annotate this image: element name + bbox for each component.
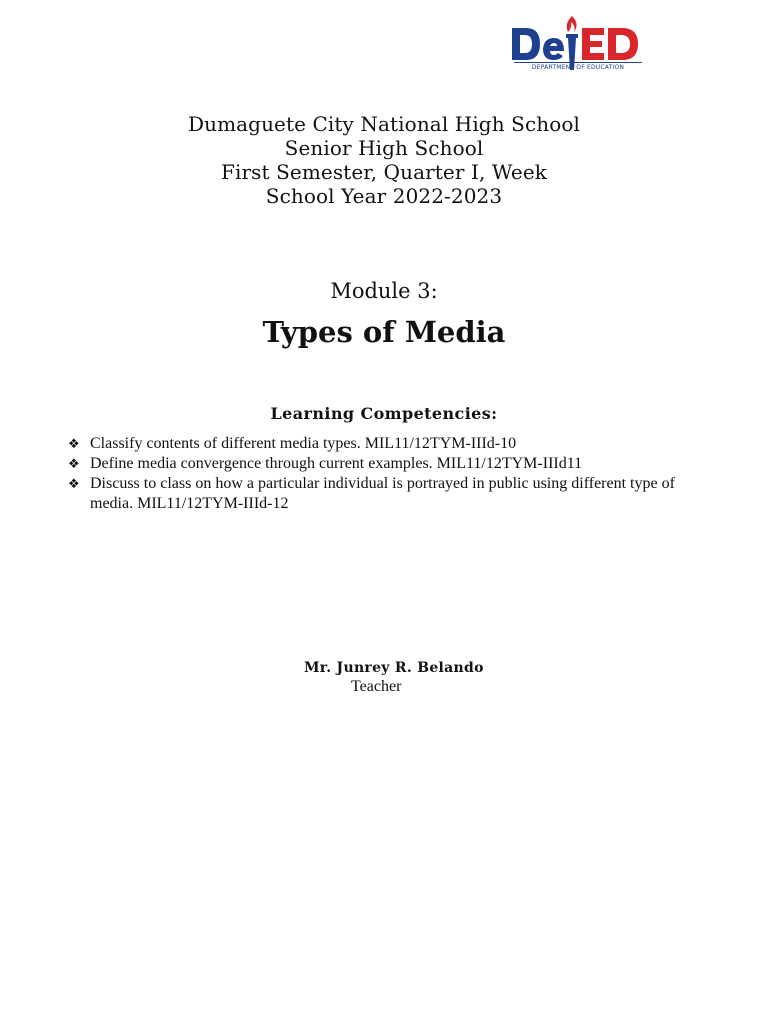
teacher-name: Mr. Junrey R. Belando bbox=[304, 660, 484, 676]
competencies-list bbox=[68, 434, 708, 514]
diamond-bullet-icon: ❖ bbox=[68, 436, 80, 451]
teacher-role: Teacher bbox=[351, 678, 402, 695]
competency-text: Define media convergence through current examples. MIL11/12TYM-IIId11 bbox=[90, 455, 583, 472]
module-title: Types of Media bbox=[262, 315, 506, 349]
school-level: Senior High School bbox=[284, 136, 484, 160]
school-year: School Year 2022-2023 bbox=[265, 184, 503, 208]
list-item bbox=[68, 474, 708, 514]
diamond-bullet-icon: ❖ bbox=[68, 456, 80, 471]
module-label: Module 3: bbox=[330, 279, 438, 303]
logo-subtitle: DEPARTMENT OF EDUCATION bbox=[514, 62, 642, 72]
list-item bbox=[68, 454, 708, 474]
semester-info: First Semester, Quarter I, Week bbox=[220, 160, 548, 184]
competency-text: Discuss to class on how a particular individual is portrayed in public using different type of media. MIL11/12TYM-IIId-12 bbox=[90, 475, 675, 512]
competency-text: Classify contents of different media types. MIL11/12TYM-IIId-10 bbox=[90, 435, 517, 452]
list-item bbox=[68, 434, 708, 454]
school-name: Dumaguete City National High School bbox=[187, 112, 581, 136]
deped-logo bbox=[508, 10, 648, 76]
school-header bbox=[0, 112, 768, 208]
learning-competencies-heading: Learning Competencies: bbox=[270, 404, 498, 423]
diamond-bullet-icon: ❖ bbox=[68, 476, 80, 491]
